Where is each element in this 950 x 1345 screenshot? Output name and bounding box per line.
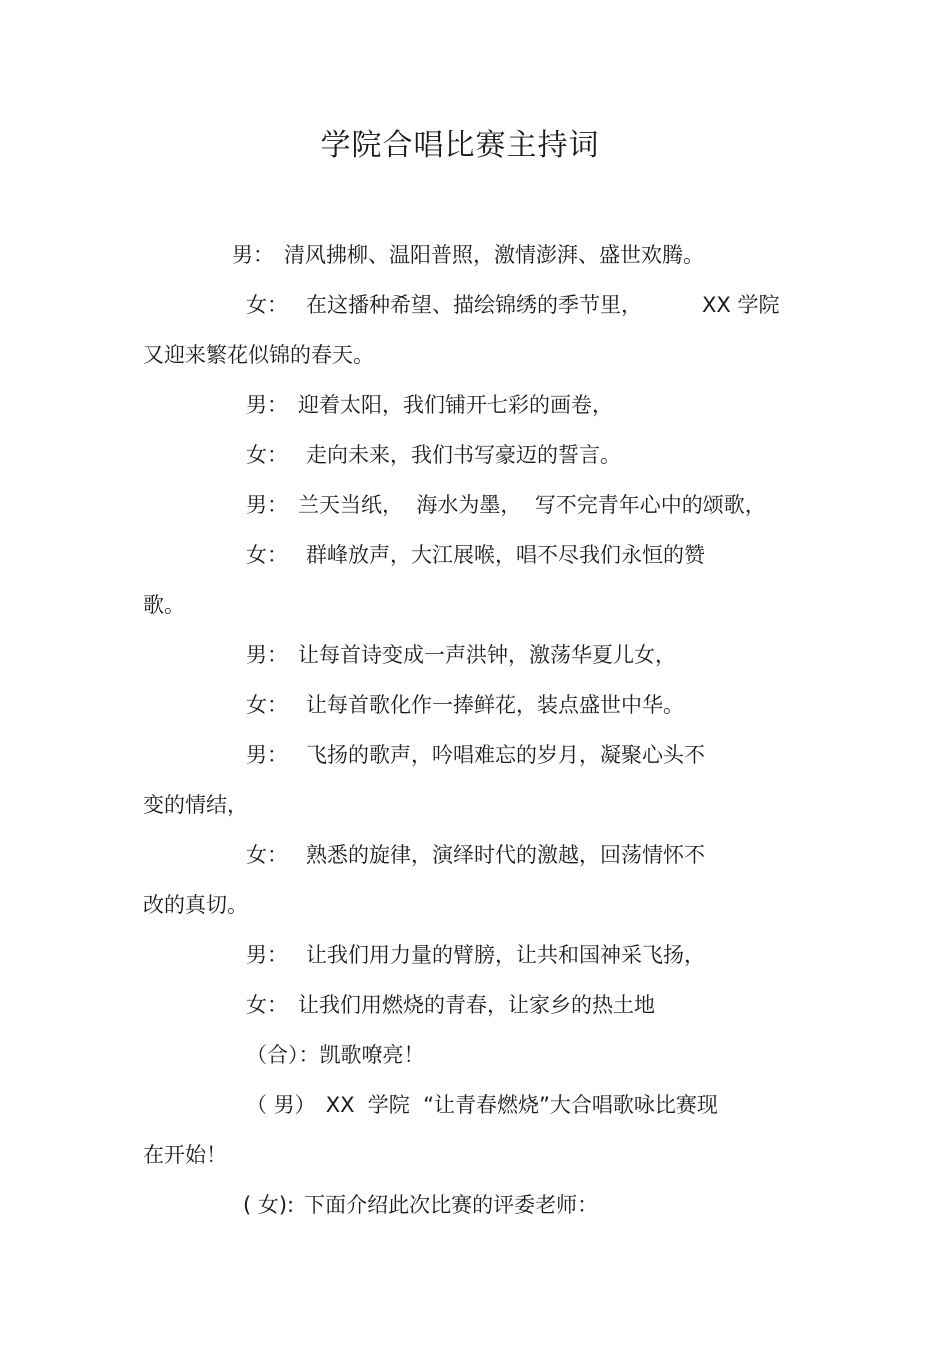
script-line-continuation	[143, 340, 374, 370]
speaker-label: （合）：	[246, 1043, 320, 1067]
speaker-label: 女：	[246, 443, 288, 467]
script-line-continuation	[143, 890, 248, 920]
document-title: 学院合唱比赛主持词	[320, 128, 600, 163]
speaker-label: 男：	[246, 943, 288, 967]
line-text: 在开始！	[143, 1143, 227, 1167]
speaker-label: 女：	[246, 293, 288, 317]
line-text: 让我们用力量的臂膀，让共和国神采飞扬，	[306, 943, 705, 967]
line-text: 兰天当纸， 海水为墨， 写不完青年心中的颂歌，	[298, 493, 766, 517]
script-line-continuation	[143, 790, 248, 820]
line-text: 清风拂柳、温阳普照，激情澎湃、盛世欢腾。	[284, 243, 704, 267]
script-line	[246, 1090, 718, 1120]
speaker-label: ( 女):	[243, 1193, 295, 1217]
line-text: 在这播种希望、描绘锦绣的季节里，	[306, 293, 642, 317]
line-text: 飞扬的歌声，吟唱难忘的岁月，凝聚心头不	[306, 743, 705, 767]
script-line	[246, 840, 705, 870]
line-text: 下面介绍此次比赛的评委老师：	[304, 1193, 599, 1217]
speaker-label: 女：	[246, 993, 288, 1017]
script-line	[232, 240, 704, 270]
speaker-label: 女：	[246, 693, 288, 717]
script-line-continuation	[143, 590, 185, 620]
line-text: 群峰放声，大江展喉，唱不尽我们永恒的赞	[306, 543, 705, 567]
speaker-label: 男：	[246, 493, 288, 517]
script-line	[243, 1190, 598, 1220]
speaker-label: 男：	[246, 743, 288, 767]
line-text: 改的真切。	[143, 893, 248, 917]
line-text: 迎着太阳，我们铺开七彩的画卷，	[298, 393, 613, 417]
script-line	[246, 940, 705, 970]
line-text: 又迎来繁花似锦的春天。	[143, 343, 374, 367]
speaker-label: 男：	[246, 643, 288, 667]
script-line	[246, 1040, 425, 1070]
line-text: 凯歌嘹亮！	[319, 1043, 425, 1067]
line-text: 让每首诗变成一声洪钟，激荡华夏儿女，	[298, 643, 676, 667]
script-line	[246, 440, 621, 470]
line-text: 歌。	[143, 593, 185, 617]
line-text: 让我们用燃烧的青春，让家乡的热土地	[298, 993, 655, 1017]
speaker-label: 女：	[246, 543, 288, 567]
line-text-tail: XX 学院	[702, 293, 780, 317]
script-line	[246, 690, 684, 720]
script-line	[246, 640, 676, 670]
speaker-label: 男：	[246, 393, 288, 417]
script-line	[246, 490, 766, 520]
script-line	[246, 390, 613, 420]
speaker-label: 女：	[246, 843, 288, 867]
speaker-label: （ 男）	[246, 1093, 316, 1117]
line-text: 熟悉的旋律，演绎时代的激越，回荡情怀不	[306, 843, 705, 867]
script-line	[246, 990, 655, 1020]
script-line	[246, 740, 705, 770]
script-line	[246, 540, 705, 570]
line-text: 走向未来，我们书写豪迈的誓言。	[306, 443, 621, 467]
line-text: 变的情结，	[143, 793, 248, 817]
script-line	[246, 290, 779, 320]
line-text: XX 学院 “让青春燃烧”大合唱歌咏比赛现	[325, 1093, 718, 1117]
line-text: 让每首歌化作一捧鲜花，装点盛世中华。	[306, 693, 684, 717]
speaker-label: 男：	[232, 243, 274, 267]
script-line-continuation	[143, 1140, 227, 1170]
